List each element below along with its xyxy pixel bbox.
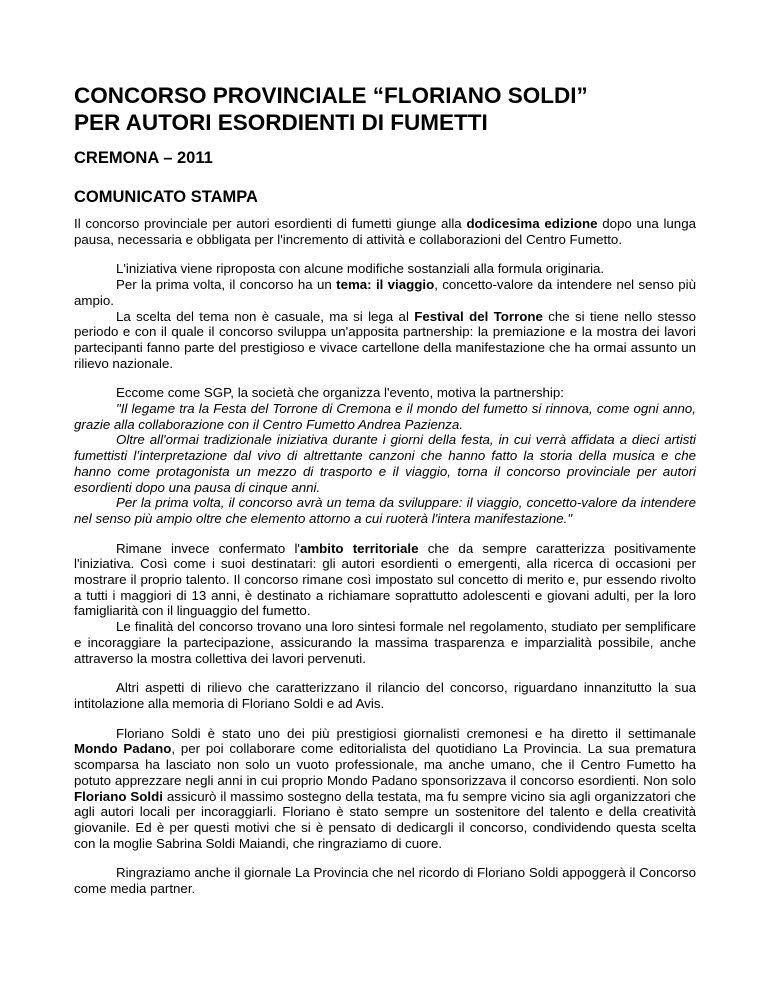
quote-paragraph: Per la prima volta, il concorso avrà un tema da sviluppare: il viaggio, concetto-valore da intendere nel senso più ampio oltre che elemento attorno a cui ruoterà l'intera manifestazione." (74, 495, 696, 526)
document-title (74, 82, 696, 136)
text-run: assicurò il massimo sostegno della testata, ma fu sempre vicino sia agli organizzatori che agli autori locali per incoraggiarli. Floriano è stato sempre un sostenitore del talento e della creatività giovanile. Ed è per questi motivi che si è pensato di dedicargli il concorso, condividendo questa scelta con la moglie Sabrina Soldi Maiandi, che ringraziamo di cuore. (74, 788, 696, 851)
text-run: Il concorso provinciale per autori esordienti di fumetti giunge alla (74, 216, 467, 231)
section-heading: COMUNICATO STAMPA (74, 188, 258, 206)
title-line-1: CONCORSO PROVINCIALE “FLORIANO SOLDI” (74, 83, 588, 108)
quote-paragraph: Oltre all'ormai tradizionale iniziativa durante i giorni della festa, in cui verrà affidata a dieci artisti fumettisti l’interpretazione dal vivo di altrettante canzoni che hanno fatto la storia della musica e che hanno come protagonista un mezzo di trasporto e il viaggio, torna il concorso provinciale per autori esordienti dopo una pausa di cinque anni. (74, 432, 696, 495)
text-run: dopo una lunga pausa, necessaria e obbligata per l'incremento di attività e collaborazioni del Centro Fumetto. (74, 216, 696, 247)
text-run: Per la prima volta, il concorso ha un (116, 277, 337, 293)
paragraph: Eccome come SGP, la società che organizza l'evento, motiva la partnership: (116, 385, 564, 401)
paragraph: Le finalità del concorso trovano una loro sintesi formale nel regolamento, studiato per semplificare e incoraggiare la partecipazione, assicurando la massima trasparenza e imparzialità possibile, anche attraverso la mostra collettiva dei lavori pervenuti. (74, 619, 696, 666)
paragraph: Ringraziamo anche il giornale La Provincia che nel ricordo di Floriano Soldi appoggerà il Concorso come media partner. (74, 865, 696, 897)
paragraph (74, 541, 696, 620)
quote-paragraph: "Il legame tra la Festa del Torrone di Cremona e il mondo del fumetto si rinnova, come ogni anno, grazie alla collaborazione con il Centro Fumetto Andrea Pazienza. (74, 401, 696, 432)
bold-text: tema: il viaggio (336, 277, 435, 293)
paragraph (74, 277, 696, 308)
bold-text: Floriano Soldi (74, 788, 163, 804)
paragraph (74, 726, 696, 852)
text-run: che da sempre caratterizza positivamente l'iniziativa. Così come i suoi destinatari: gli autori esordienti o emergenti, alla ricerca di occasioni per mostrare il proprio talento. Il concorso rimane così impostato sul concetto di merito e, pur essendo rivolto a tutti i maggiori di 13 anni, è destinato a richiamare soprattutto adolescenti e giovani adulti, per la loro famigliarità con il linguaggio del fumetto. (74, 540, 696, 619)
text-run: Rimane invece confermato l' (116, 540, 300, 556)
text-run: Floriano Soldi è stato uno dei più prestigiosi giornalisti cremonesi e ha diretto il settimanale (116, 725, 696, 741)
text-run: La scelta del tema non è casuale, ma si lega al (116, 308, 415, 324)
paragraph: L'iniziativa viene riproposta con alcune modifiche sostanziali alla formula originaria. (116, 261, 605, 277)
paragraph: Altri aspetti di rilievo che caratterizzano il rilancio del concorso, riguardano innanzitutto la sua intitolazione alla memoria di Floriano Soldi e ad Avis. (74, 680, 696, 711)
title-line-2: PER AUTORI ESORDIENTI DI FUMETTI (74, 110, 488, 135)
text-run: , concetto-valore da intendere nel senso più ampio. (74, 277, 696, 308)
paragraph-intro (74, 216, 696, 247)
bold-text: dodicesima edizione (466, 216, 598, 231)
bold-text: Festival del Torrone (414, 308, 543, 324)
document-page (74, 82, 696, 897)
text-run: , per poi collaborare come editorialista del quotidiano La Provincia. La sua prematura scomparsa ha lasciato non solo un vuoto professionale, ma anche umano, che il Centro Fumetto ha potuto apprezzare negli anni in cui proprio Mondo Padano sponsorizzava il concorso esordienti. Non solo (74, 741, 696, 788)
text-run: che si tiene nello stesso periodo e con il quale il concorso sviluppa un'apposita partnership: la premiazione e la mostra dei lavori partecipanti fanno parte del prestigioso e vivace cartellone della manifestazione che ha ormai assunto un rilievo nazionale. (74, 308, 696, 371)
bold-text: ambito territoriale (299, 540, 419, 556)
bold-text: Mondo Padano (74, 741, 172, 757)
document-subtitle: CREMONA – 2011 (74, 149, 213, 167)
paragraph (74, 309, 696, 372)
